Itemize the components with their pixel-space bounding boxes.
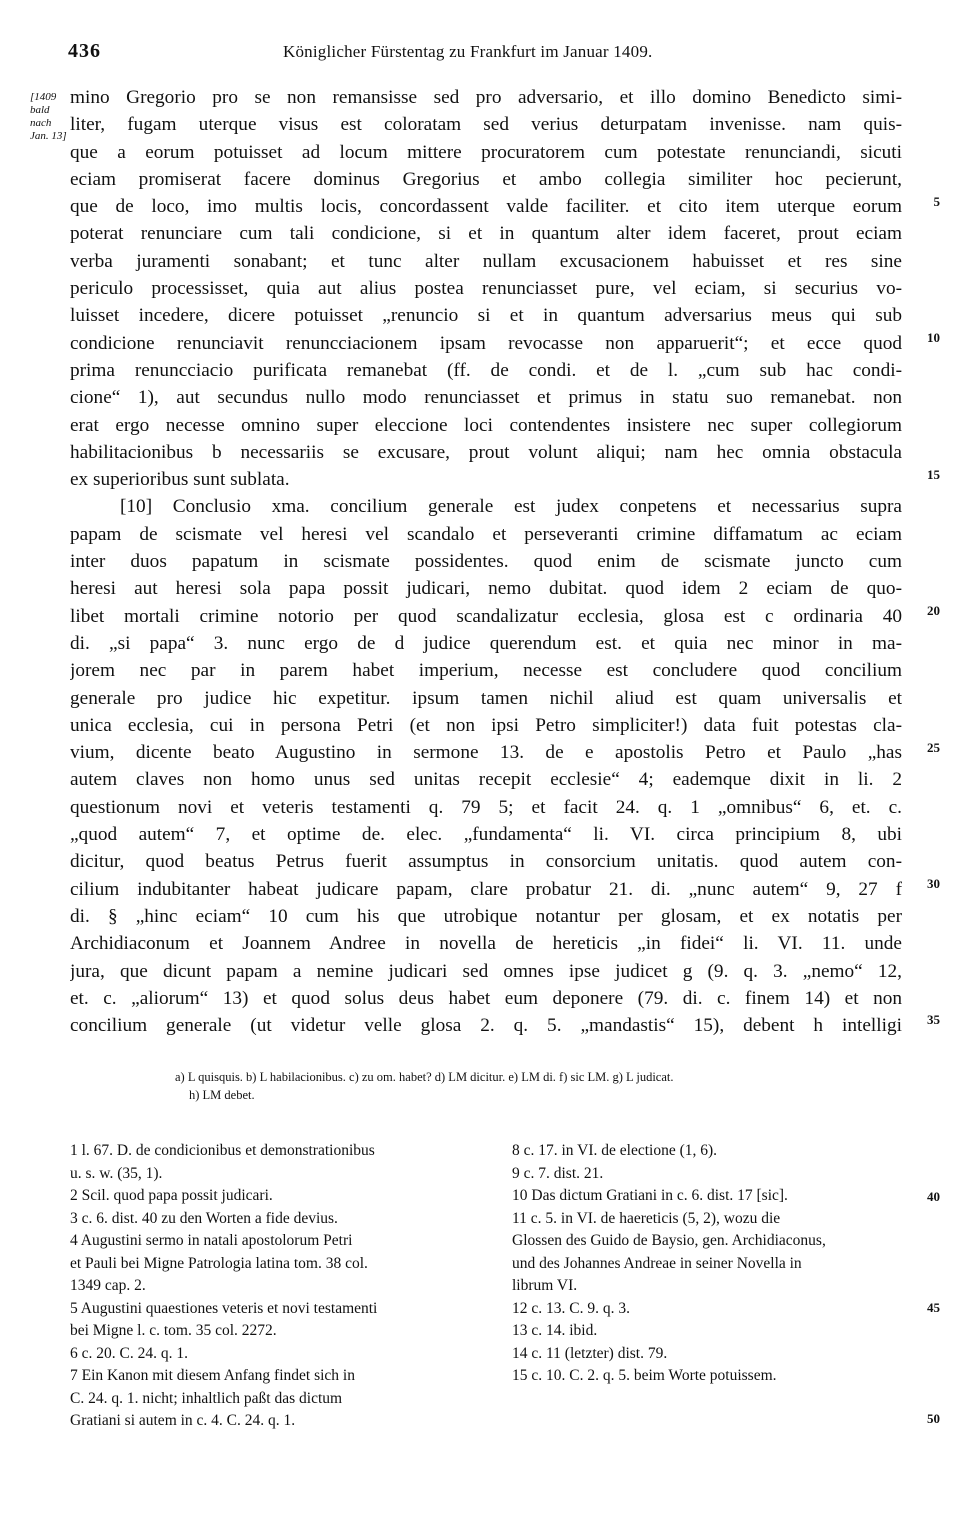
variant-line: a) L quisquis. b) L habilacionibus. c) zu om. habet? d) LM dicitur. e) LM di. f) sic LM. g) L judicat. <box>175 1070 674 1084</box>
footnote-line: 3 c. 6. dist. 40 zu den Worten a fide devius. <box>70 1209 338 1227</box>
line-number: 15 <box>927 467 940 482</box>
page-header <box>68 40 908 68</box>
footnote-line: 7 Ein Kanon mit diesem Anfang findet sich in <box>70 1367 355 1384</box>
footnote-line: 1 l. 67. D. de condicionibus et demonstrationibus <box>70 1142 375 1159</box>
footnote-line: 10 Das dictum Gratiani in c. 6. dist. 17 [sic]. <box>512 1187 788 1204</box>
text-line: vium, dicente beato Augustino in sermone 13. de e apostolis Petro et Paulo „has <box>70 742 902 764</box>
footnote-line: 12 c. 13. C. 9. q. 3. <box>512 1299 630 1317</box>
section-heading-line: [10] Conclusio xma. concilium generale est judex conpetens et necessarius supra <box>120 496 902 518</box>
footnote-line: 15 c. 10. C. 2. q. 5. beim Worte potuissem. <box>512 1367 777 1384</box>
line-number: 30 <box>927 876 940 891</box>
text-line: inter duos papatum in scismate possidentes. quod enim de scismate juncto cum <box>70 551 902 573</box>
text-line: unica ecclesia, cui in persona Petri (et non ipsi Petro simpliciter!) data fuit potestas cla- <box>70 714 902 736</box>
footnote-line: 9 c. 7. dist. 21. <box>512 1164 604 1182</box>
text-line: verba juramenti sonabant; et tunc alter nullam excusacionem habuisset et res sine <box>70 250 902 272</box>
text-line: prima renuncciacio purificata remanebat (ff. de condi. et de l. „cum sub hac condi- <box>70 359 902 381</box>
footnote-line: Gratiani si autem in c. 4. C. 24. q. 1. <box>70 1412 296 1429</box>
text-line: periculo processisset, quia aut alius postea renunciasset pure, vel eciam, si securius vo- <box>70 278 902 300</box>
footnote-line: 11 c. 5. in VI. de haereticis (5, 2), wozu die <box>512 1209 781 1227</box>
running-head: Königlicher Fürstentag zu Frankfurt im Januar 1409. <box>283 42 653 61</box>
footnote-line: 1349 cap. 2. <box>70 1277 146 1294</box>
line-number: 5 <box>933 194 940 209</box>
footnote-line: bei Migne l. c. tom. 35 col. 2272. <box>70 1322 277 1339</box>
text-line: questionum novi et veteris testamenti q. 79 5; et facit 24. q. 1 „omnibus“ 6, et. c. <box>70 796 902 818</box>
text-line: di. „si papa“ 3. nunc ergo de d judice querendum est. et quia nec minor in ma- <box>70 632 902 654</box>
variant-readings <box>175 1068 905 1104</box>
footnotes-left-column <box>70 1140 490 1433</box>
footnote-line: 5 Augustini quaestiones veteris et novi testamenti <box>70 1299 378 1317</box>
text-line: cione“ 1), aut secundus nullo modo renunciasset et primus in statu suo remanebat. non <box>70 387 902 409</box>
margin-note-line: nach <box>30 117 52 129</box>
footnote-line: C. 24. q. 1. nicht; inhaltlich paßt das dictum <box>70 1389 343 1407</box>
line-number: 45 <box>927 1300 940 1315</box>
line-number: 25 <box>927 740 940 755</box>
margin-note-line: bald <box>30 104 50 116</box>
variant-line: h) LM debet. <box>189 1088 255 1102</box>
margin-note-line: [1409 <box>30 91 57 103</box>
line-number: 20 <box>927 603 940 618</box>
footnote-line: 8 c. 17. in VI. de electione (1, 6). <box>512 1142 718 1159</box>
text-line: habilitacionibus b necessariis se excusare, prout volunt aliqui; nam hec omnia obstacula <box>70 441 902 463</box>
footnote-line: librum VI. <box>512 1277 578 1294</box>
text-line: luisset incedere, dicere potuisset „renuncio si et in quantum adversarius meus qui sub <box>70 305 902 327</box>
text-line: mino Gregorio pro se non remansisse sed pro adversario, et illo domino Benedicto simi- <box>70 87 902 108</box>
text-line: Archidiaconum et Joannem Andree in novella de hereticis „in fidei“ li. VI. 11. unde <box>70 933 902 955</box>
footnote-line: u. s. w. (35, 1). <box>70 1164 163 1182</box>
margin-note-line: Jan. 13] <box>30 130 67 142</box>
footnote-line: et Pauli bei Migne Patrologia latina tom. 38 col. <box>70 1254 368 1272</box>
text-line: autem claves non homo unus sed unitas recepit ecclesie“ 4; eademque dixit in li. 2 <box>70 769 902 791</box>
line-number: 10 <box>927 330 940 345</box>
footnote-line: und des Johannes Andreae in seiner Novella in <box>512 1254 802 1272</box>
footnotes-right-column <box>512 1140 907 1388</box>
text-line: „quod autem“ 7, et optime de. elec. „fundamenta“ li. VI. circa principium 8, ubi <box>70 824 902 846</box>
footnote-line: Glossen des Guido de Baysio, gen. Archidiaconus, <box>512 1232 826 1249</box>
main-text-body <box>70 84 902 1039</box>
line-number: 50 <box>927 1411 940 1426</box>
text-line: cilium indubitanter habeat judicare papam, clare probatur 21. di. „nunc autem“ 9, 27 f <box>70 878 902 900</box>
line-number: 40 <box>927 1189 940 1204</box>
line-number: 35 <box>927 1012 940 1027</box>
text-line: jorem nec par in parem habet imperium, necesse est concludere quod concilium <box>70 660 902 682</box>
text-line: papam de scismate vel heresi vel scandalo et perseveranti crimine diffamatum ac eciam <box>70 523 902 545</box>
text-line: que de loco, imo multis locis, concordassent valde faciliter. et cito item uterque eorum <box>70 196 902 218</box>
margin-date-note <box>30 91 72 143</box>
text-line: generale pro judice hic expetitur. ipsum tamen nichil aliud est quam universalis et <box>70 687 902 709</box>
page-number: 436 <box>68 40 101 62</box>
text-line: jura, que dicunt papam a nemine judicari sed omnes ipse judicet g (9. q. 3. „nemo“ 12, <box>70 960 902 982</box>
footnote-line: 2 Scil. quod papa possit judicari. <box>70 1187 273 1204</box>
text-line: ex superioribus sunt sublata. <box>70 469 290 491</box>
text-line: et. c. „aliorum“ 13) et quod solus deus habet eum deponere (79. di. c. finem 14) et non <box>70 987 902 1009</box>
text-line: eciam promiserat facere dominus Gregorius et ambo collegia similiter hoc pecierunt, <box>70 168 902 190</box>
footnote-line: 4 Augustini sermo in natali apostolorum Petri <box>70 1232 353 1249</box>
footnote-line: 13 c. 14. ibid. <box>512 1322 598 1339</box>
text-line: liter, fugam uterque visus est coloratam sed verius deturpatam invenisse. nam quis- <box>70 114 902 136</box>
text-line: heresi aut heresi sola papa possit judicari, nemo dubitat. quod idem 2 eciam de quo- <box>70 578 902 600</box>
text-line: condicione renunciavit renuncciacionem ipsam revocasse non apparuerit“; et ecce quod <box>70 332 902 354</box>
text-line: que a eorum potuisset ad locum mittere procuratorem cum potestate renunciandi, sicuti <box>70 141 902 163</box>
footnote-line: 6 c. 20. C. 24. q. 1. <box>70 1344 188 1362</box>
text-line: libet mortali crimine notorio per quod scandalizatur ecclesia, glosa est c ordinaria 40 <box>70 605 902 627</box>
text-line: concilium generale (ut videtur velle glosa 2. q. 5. „mandastis“ 15), debent h intelligi <box>70 1015 902 1037</box>
footnote-line: 14 c. 11 (letzter) dist. 79. <box>512 1344 668 1362</box>
text-line: dicitur, quod beatus Petrus fuerit assumptus in consorcium unitatis. quod autem con- <box>70 851 902 873</box>
text-line: poterat renunciare cum tali condicione, si et in quantum alter idem faceret, prout eciam <box>70 223 902 245</box>
text-line: di. § „hinc eciam“ 10 cum his que utrobique notantur per glosam, et ex notatis per <box>70 905 902 927</box>
text-line: erat ergo necesse omnino super eleccione loci contendentes insistere nec super collegiorum <box>70 414 902 436</box>
